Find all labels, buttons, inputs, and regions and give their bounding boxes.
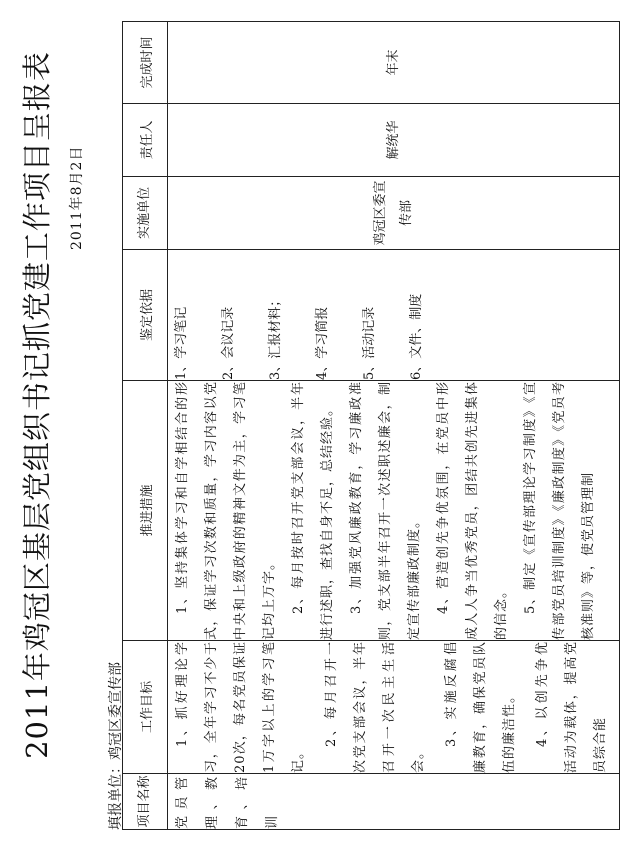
person-value: 解统华	[385, 120, 401, 160]
filler-value: 鸡冠区委宣传部	[108, 662, 124, 760]
header-measures: 推进措施	[123, 381, 168, 641]
measures-cell	[168, 381, 620, 641]
measure-item: 3、加强党风廉政教育，学习廉政准则，党支部半年召开一次述职述廉会，制定宣传部廉政制度。	[349, 381, 422, 640]
table-row	[168, 22, 620, 830]
header-basis: 鉴定依据	[123, 250, 168, 381]
time-value: 年末	[385, 49, 401, 76]
unit-cell	[168, 177, 620, 250]
header-time: 完成时间	[123, 22, 168, 104]
basis-item: 1、学习笔记	[174, 306, 189, 380]
person-cell	[168, 104, 620, 177]
measure-item: 4、营造创先争优氛围，在党员中形成人人争当优秀党员，团结共创先进集体的信念。	[436, 381, 509, 640]
unit-value: 鸡冠区委宣传部	[372, 180, 414, 246]
measure-item: 5、制定《宣传部理论学习制度》《宣传部党员培训制度》《廉政制度》《党员考核准则》等，使党员管理制	[523, 381, 596, 640]
basis-item: 3、汇报材料；	[268, 293, 283, 380]
filler-label: 填报单位：	[108, 760, 124, 830]
goal-cell	[168, 641, 620, 774]
table-header-row	[123, 22, 168, 830]
goal-item: 1、抓好理论学习，全年学习不少于20次，每名党员保证1万字以上的学习笔记。	[175, 641, 306, 773]
time-cell	[168, 22, 620, 104]
header-person: 责任人	[123, 104, 168, 177]
header-unit: 实施单位	[123, 177, 168, 250]
project-name-cell	[168, 774, 620, 830]
goal-item: 4、以创先争优活动为载体，提高党员综合能	[535, 641, 608, 773]
project-table	[122, 21, 620, 830]
basis-item: 4、学习简报	[315, 306, 330, 380]
project-name: 党员管理、教育、培训	[175, 774, 280, 829]
document-title: 2011年鸡冠区基层党组织书记抓党建工作项目呈报表	[20, 51, 54, 759]
basis-item: 5、活动记录	[362, 306, 377, 380]
basis-item: 6、文件、制度	[409, 293, 424, 380]
measure-item: 2、每月按时召开党支部会议，半年进行述职，查找自身不足，总结经验。	[291, 381, 335, 640]
measure-item: 1、坚持集体学习和自学相结合的形式，保证学习次数和质量，学习内容以党中央和上级政府的精神文件为主，学习笔记均上万字。	[175, 381, 277, 640]
header-project: 项目名称	[123, 774, 168, 830]
goal-item: 3、实施反腐倡廉教育，确保党员队伍的廉洁性。	[444, 641, 517, 773]
header-goal: 工作目标	[123, 641, 168, 774]
report-date: 2011年8月2日	[69, 145, 85, 250]
basis-cell	[168, 250, 620, 381]
basis-item: 2、会议记录	[221, 306, 236, 380]
goal-item: 2、每月召开一次党支部会议，半年召开一次民主生活会。	[324, 641, 426, 773]
